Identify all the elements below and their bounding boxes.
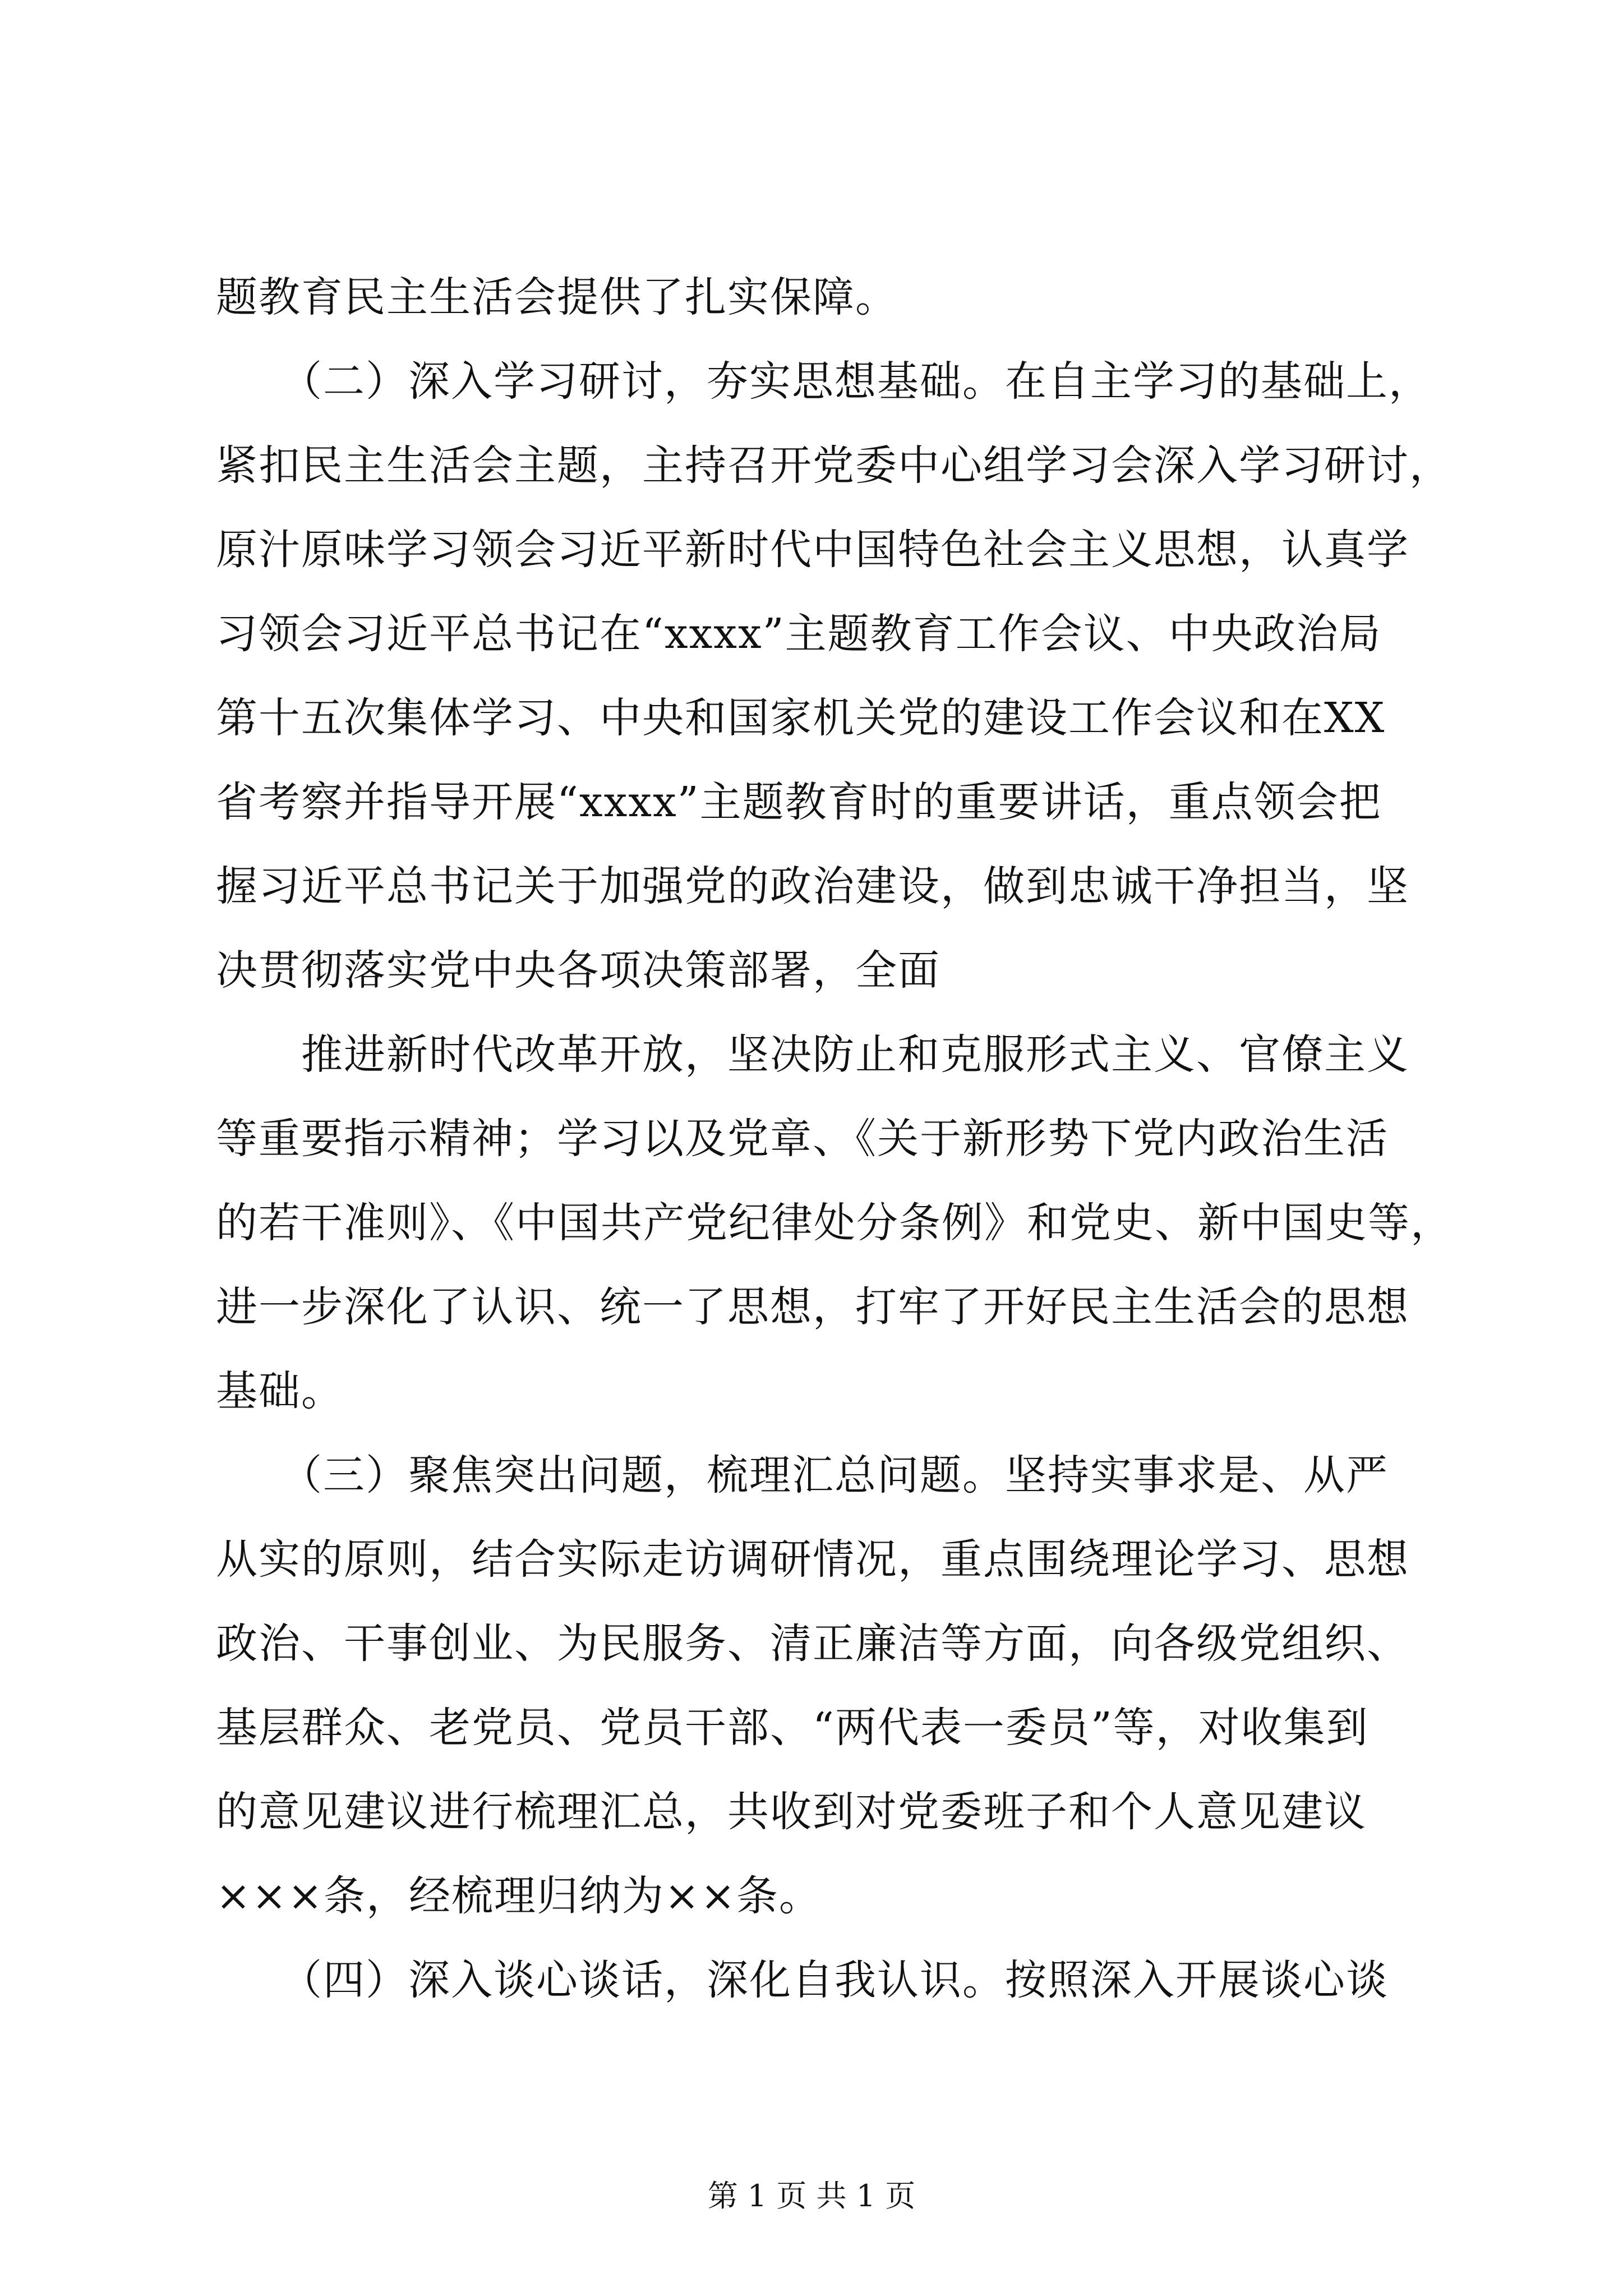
text-line: 基层群众、老党员、党员干部、“两代表一委员”等，对收集到: [216, 1704, 1369, 1752]
text-line: 省考察并指导开展“xxxx”主题教育时的重要讲话，重点领会把: [216, 778, 1382, 826]
text-line: 进一步深化了认识、统一了思想，打牢了开好民主生活会的思想: [216, 1283, 1409, 1331]
text-line: （四）深入谈心谈话，深化自我认识。按照深入开展谈心谈: [216, 1956, 1389, 2004]
text-line: 题教育民主生活会提供了扎实保障。: [216, 273, 898, 321]
text-line: 握习近平总书记关于加强党的政治建设，做到忠诚干净担当，坚: [216, 862, 1409, 910]
text-line: ×××条，经梳理归纳为××条。: [216, 1872, 822, 1920]
text-line: 习领会习近平总书记在“xxxx”主题教育工作会议、中央政治局: [216, 610, 1382, 658]
document-body: [216, 255, 1453, 2022]
text-line: 决贯彻落实党中央各项决策部署，全面: [216, 946, 940, 995]
text-line: 基础。: [216, 1367, 344, 1415]
text-line: （三）聚焦突出问题，梳理汇总问题。坚持实事求是、从严: [216, 1451, 1389, 1499]
text-line: 紧扣民主生活会主题，主持召开党委中心组学习会深入学习研讨，: [216, 441, 1452, 490]
text-line: 的意见建议进行梳理汇总，共收到对党委班子和个人意见建议: [216, 1788, 1367, 1836]
page-number-footer: 第 1 页 共 1 页: [707, 2178, 916, 2214]
text-line: （二）深入学习研讨，夯实思想基础。在自主学习的基础上，: [216, 357, 1431, 406]
text-line: 从实的原则，结合实际走访调研情况，重点围绕理论学习、思想: [216, 1535, 1409, 1584]
text-line: 第十五次集体学习、中央和国家机关党的建设工作会议和在XX: [216, 694, 1386, 742]
text-line: 政治、干事创业、为民服务、清正廉洁等方面，向各级党组织、: [216, 1619, 1409, 1668]
text-line: 原汁原味学习领会习近平新时代中国特色社会主义思想，认真学: [216, 526, 1409, 574]
text-line: 的若干准则》、《中国共产党纪律处分条例》和党史、新中国史等，: [216, 1199, 1453, 1247]
text-line: 等重要指示精神；学习以及党章、《关于新形势下党内政治生活: [216, 1115, 1389, 1163]
text-line: 推进新时代改革开放，坚决防止和克服形式主义、官僚主义: [216, 1030, 1409, 1079]
